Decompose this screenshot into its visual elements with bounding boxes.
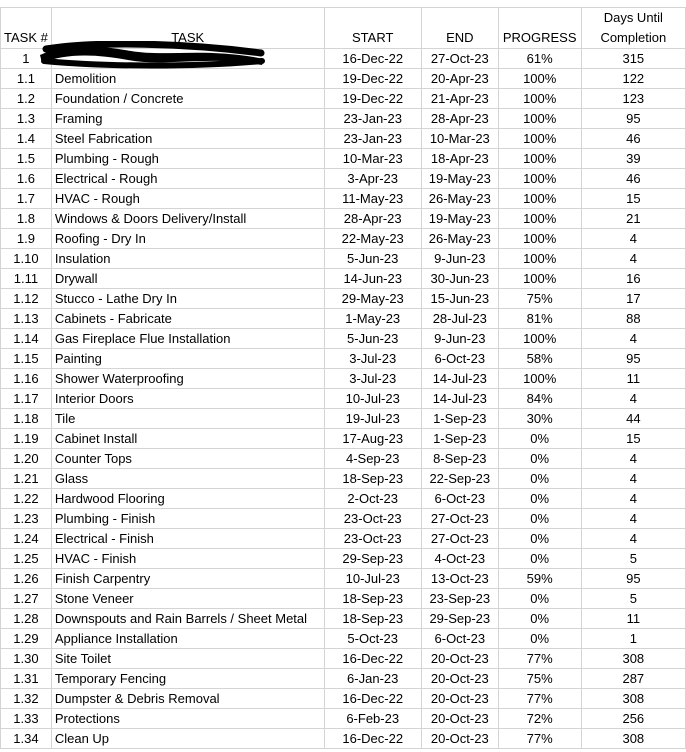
- progress-cell[interactable]: 72%: [498, 709, 581, 729]
- task-number-cell[interactable]: 1.2: [1, 89, 52, 109]
- task-name-cell[interactable]: Cabinet Install: [51, 429, 324, 449]
- end-date-cell[interactable]: 8-Sep-23: [421, 449, 498, 469]
- end-date-cell[interactable]: 6-Oct-23: [421, 629, 498, 649]
- progress-cell[interactable]: 61%: [498, 49, 581, 69]
- start-date-cell[interactable]: 16-Dec-22: [324, 649, 421, 669]
- end-date-cell[interactable]: 22-Sep-23: [421, 469, 498, 489]
- start-date-cell[interactable]: 19-Dec-22: [324, 69, 421, 89]
- progress-cell[interactable]: 100%: [498, 229, 581, 249]
- days-until-completion-cell[interactable]: 5: [581, 549, 685, 569]
- progress-cell[interactable]: 0%: [498, 469, 581, 489]
- days-until-completion-cell[interactable]: 21: [581, 209, 685, 229]
- start-date-cell[interactable]: 6-Feb-23: [324, 709, 421, 729]
- end-date-cell[interactable]: 6-Oct-23: [421, 489, 498, 509]
- header-task[interactable]: TASK: [51, 8, 324, 49]
- progress-cell[interactable]: 0%: [498, 449, 581, 469]
- task-name-cell[interactable]: Cabinets - Fabricate: [51, 309, 324, 329]
- end-date-cell[interactable]: 21-Apr-23: [421, 89, 498, 109]
- table-row: [1, 229, 686, 249]
- table-row: [1, 169, 686, 189]
- task-number-cell[interactable]: 1: [1, 49, 52, 69]
- start-date-cell[interactable]: 17-Aug-23: [324, 429, 421, 449]
- task-name-cell[interactable]: HVAC - Finish: [51, 549, 324, 569]
- start-date-cell[interactable]: 16-Dec-22: [324, 49, 421, 69]
- task-name-cell[interactable]: Glass: [51, 469, 324, 489]
- table-row: [1, 129, 686, 149]
- days-until-completion-cell[interactable]: 122: [581, 69, 685, 89]
- start-date-cell[interactable]: 5-Jun-23: [324, 249, 421, 269]
- progress-cell[interactable]: 100%: [498, 249, 581, 269]
- table-row: [1, 329, 686, 349]
- progress-cell[interactable]: 0%: [498, 529, 581, 549]
- days-until-completion-cell[interactable]: 308: [581, 649, 685, 669]
- days-until-completion-cell[interactable]: 287: [581, 669, 685, 689]
- progress-cell[interactable]: 81%: [498, 309, 581, 329]
- table-row: [1, 249, 686, 269]
- task-number-cell[interactable]: 1.24: [1, 529, 52, 549]
- end-date-cell[interactable]: 26-May-23: [421, 189, 498, 209]
- days-until-completion-cell[interactable]: 5: [581, 589, 685, 609]
- task-name-cell[interactable]: Tile: [51, 409, 324, 429]
- start-date-cell[interactable]: 4-Sep-23: [324, 449, 421, 469]
- end-date-cell[interactable]: 20-Oct-23: [421, 649, 498, 669]
- task-number-cell[interactable]: 1.13: [1, 309, 52, 329]
- days-until-completion-cell[interactable]: 39: [581, 149, 685, 169]
- task-number-cell[interactable]: 1.19: [1, 429, 52, 449]
- days-until-completion-cell[interactable]: 44: [581, 409, 685, 429]
- task-name-cell[interactable]: Insulation: [51, 249, 324, 269]
- task-name-cell[interactable]: Dumpster & Debris Removal: [51, 689, 324, 709]
- task-number-cell[interactable]: 1.15: [1, 349, 52, 369]
- table-row: [1, 729, 686, 749]
- days-until-completion-cell[interactable]: 4: [581, 509, 685, 529]
- start-date-cell[interactable]: 23-Jan-23: [324, 109, 421, 129]
- progress-cell[interactable]: 77%: [498, 729, 581, 749]
- end-date-cell[interactable]: 18-Apr-23: [421, 149, 498, 169]
- days-until-completion-cell[interactable]: 15: [581, 189, 685, 209]
- end-date-cell[interactable]: 20-Apr-23: [421, 69, 498, 89]
- days-until-completion-cell[interactable]: 16: [581, 269, 685, 289]
- task-number-cell[interactable]: 1.27: [1, 589, 52, 609]
- table-row: [1, 149, 686, 169]
- end-date-cell[interactable]: 27-Oct-23: [421, 509, 498, 529]
- progress-cell[interactable]: 0%: [498, 589, 581, 609]
- header-task-num[interactable]: TASK #: [1, 8, 52, 49]
- table-row: [1, 509, 686, 529]
- days-until-completion-cell[interactable]: 46: [581, 169, 685, 189]
- days-until-completion-cell[interactable]: 308: [581, 729, 685, 749]
- table-row: [1, 549, 686, 569]
- table-row: [1, 449, 686, 469]
- end-date-cell[interactable]: 26-May-23: [421, 229, 498, 249]
- days-until-completion-cell[interactable]: 4: [581, 529, 685, 549]
- task-number-cell[interactable]: 1.14: [1, 329, 52, 349]
- redaction-scribble: [36, 41, 270, 69]
- end-date-cell[interactable]: 27-Oct-23: [421, 529, 498, 549]
- days-until-completion-cell[interactable]: 95: [581, 349, 685, 369]
- table-row: [1, 269, 686, 289]
- progress-cell[interactable]: 100%: [498, 129, 581, 149]
- days-until-completion-cell[interactable]: 4: [581, 229, 685, 249]
- task-number-cell[interactable]: 1.25: [1, 549, 52, 569]
- start-date-cell[interactable]: 10-Mar-23: [324, 149, 421, 169]
- end-date-cell[interactable]: 28-Apr-23: [421, 109, 498, 129]
- progress-cell[interactable]: 84%: [498, 389, 581, 409]
- days-until-completion-cell[interactable]: 123: [581, 89, 685, 109]
- task-name-cell[interactable]: Painting: [51, 349, 324, 369]
- end-date-cell[interactable]: 20-Oct-23: [421, 729, 498, 749]
- task-name-cell[interactable]: Finish Carpentry: [51, 569, 324, 589]
- progress-cell[interactable]: 77%: [498, 689, 581, 709]
- task-number-cell[interactable]: 1.22: [1, 489, 52, 509]
- days-until-completion-cell[interactable]: 4: [581, 449, 685, 469]
- end-date-cell[interactable]: 20-Oct-23: [421, 669, 498, 689]
- table-row: [1, 289, 686, 309]
- task-number-cell[interactable]: 1.33: [1, 709, 52, 729]
- end-date-cell[interactable]: 19-May-23: [421, 169, 498, 189]
- task-number-cell[interactable]: 1.1: [1, 69, 52, 89]
- task-number-cell[interactable]: 1.17: [1, 389, 52, 409]
- progress-cell[interactable]: 0%: [498, 489, 581, 509]
- progress-cell[interactable]: 77%: [498, 649, 581, 669]
- start-date-cell[interactable]: 10-Jul-23: [324, 389, 421, 409]
- header-end[interactable]: END: [421, 8, 498, 49]
- end-date-cell[interactable]: 13-Oct-23: [421, 569, 498, 589]
- days-until-completion-cell[interactable]: 95: [581, 569, 685, 589]
- start-date-cell[interactable]: 29-Sep-23: [324, 549, 421, 569]
- days-until-completion-cell[interactable]: 256: [581, 709, 685, 729]
- table-row: [1, 629, 686, 649]
- task-name-cell[interactable]: Hardwood Flooring: [51, 489, 324, 509]
- task-name-cell[interactable]: Drywall: [51, 269, 324, 289]
- end-date-cell[interactable]: 19-May-23: [421, 209, 498, 229]
- task-number-cell[interactable]: 1.29: [1, 629, 52, 649]
- task-number-cell[interactable]: 1.3: [1, 109, 52, 129]
- start-date-cell[interactable]: 22-May-23: [324, 229, 421, 249]
- table-row: [1, 369, 686, 389]
- days-until-completion-cell[interactable]: 315: [581, 49, 685, 69]
- end-date-cell[interactable]: 1-Sep-23: [421, 409, 498, 429]
- task-name-cell[interactable]: Plumbing - Rough: [51, 149, 324, 169]
- start-date-cell[interactable]: 29-May-23: [324, 289, 421, 309]
- start-date-cell[interactable]: 2-Oct-23: [324, 489, 421, 509]
- start-date-cell[interactable]: 6-Jan-23: [324, 669, 421, 689]
- end-date-cell[interactable]: 20-Oct-23: [421, 689, 498, 709]
- table-row: [1, 609, 686, 629]
- table-row: [1, 529, 686, 549]
- start-date-cell[interactable]: 1-May-23: [324, 309, 421, 329]
- task-name-cell[interactable]: HVAC - Rough: [51, 189, 324, 209]
- progress-cell[interactable]: 100%: [498, 69, 581, 89]
- progress-cell[interactable]: 0%: [498, 509, 581, 529]
- task-name-cell[interactable]: Framing: [51, 109, 324, 129]
- days-until-completion-cell[interactable]: 11: [581, 369, 685, 389]
- table-row: [1, 89, 686, 109]
- table-row: [1, 349, 686, 369]
- progress-cell[interactable]: 0%: [498, 629, 581, 649]
- table-row: [1, 389, 686, 409]
- end-date-cell[interactable]: 23-Sep-23: [421, 589, 498, 609]
- days-until-completion-cell[interactable]: 11: [581, 609, 685, 629]
- task-name-cell[interactable]: Gas Fireplace Flue Installation: [51, 329, 324, 349]
- task-name-cell[interactable]: Stone Veneer: [51, 589, 324, 609]
- table-row: [1, 469, 686, 489]
- start-date-cell[interactable]: 5-Jun-23: [324, 329, 421, 349]
- start-date-cell[interactable]: 18-Sep-23: [324, 469, 421, 489]
- task-number-cell[interactable]: 1.34: [1, 729, 52, 749]
- task-number-cell[interactable]: 1.8: [1, 209, 52, 229]
- start-date-cell[interactable]: 18-Sep-23: [324, 589, 421, 609]
- start-date-cell[interactable]: 5-Oct-23: [324, 629, 421, 649]
- task-name-cell[interactable]: Electrical - Finish: [51, 529, 324, 549]
- days-until-completion-cell[interactable]: 4: [581, 329, 685, 349]
- end-date-cell[interactable]: 29-Sep-23: [421, 609, 498, 629]
- table-row: [1, 709, 686, 729]
- task-name-cell[interactable]: Appliance Installation: [51, 629, 324, 649]
- days-until-completion-cell[interactable]: 1: [581, 629, 685, 649]
- start-date-cell[interactable]: 16-Dec-22: [324, 729, 421, 749]
- task-name-cell[interactable]: Electrical - Rough: [51, 169, 324, 189]
- task-name-cell[interactable]: Site Toilet: [51, 649, 324, 669]
- table-row: [1, 589, 686, 609]
- table-row: [1, 569, 686, 589]
- task-name-cell[interactable]: Foundation / Concrete: [51, 89, 324, 109]
- task-name-cell[interactable]: Downspouts and Rain Barrels / Sheet Metal: [51, 609, 324, 629]
- table-row: [1, 429, 686, 449]
- end-date-cell[interactable]: 28-Jul-23: [421, 309, 498, 329]
- header-days-line1: Days Until: [603, 10, 663, 25]
- days-until-completion-cell[interactable]: 46: [581, 129, 685, 149]
- days-until-completion-cell[interactable]: 17: [581, 289, 685, 309]
- table-row: [1, 209, 686, 229]
- end-date-cell[interactable]: 20-Oct-23: [421, 709, 498, 729]
- start-date-cell[interactable]: 18-Sep-23: [324, 609, 421, 629]
- task-name-cell[interactable]: Roofing - Dry In: [51, 229, 324, 249]
- start-date-cell[interactable]: 3-Apr-23: [324, 169, 421, 189]
- task-name-cell[interactable]: Demolition: [51, 69, 324, 89]
- task-name-cell[interactable]: Interior Doors: [51, 389, 324, 409]
- start-date-cell[interactable]: 16-Dec-22: [324, 689, 421, 709]
- header-progress[interactable]: PROGRESS: [498, 8, 581, 49]
- end-date-cell[interactable]: 30-Jun-23: [421, 269, 498, 289]
- task-number-cell[interactable]: 1.7: [1, 189, 52, 209]
- progress-cell[interactable]: 58%: [498, 349, 581, 369]
- days-until-completion-cell[interactable]: 15: [581, 429, 685, 449]
- progress-cell[interactable]: 100%: [498, 369, 581, 389]
- progress-cell[interactable]: 0%: [498, 429, 581, 449]
- end-date-cell[interactable]: 14-Jul-23: [421, 369, 498, 389]
- start-date-cell[interactable]: 23-Oct-23: [324, 529, 421, 549]
- start-date-cell[interactable]: 3-Jul-23: [324, 369, 421, 389]
- table-row: [1, 409, 686, 429]
- task-number-cell[interactable]: 1.31: [1, 669, 52, 689]
- task-number-cell[interactable]: 1.11: [1, 269, 52, 289]
- schedule-table: [0, 7, 686, 749]
- start-date-cell[interactable]: 10-Jul-23: [324, 569, 421, 589]
- task-number-cell[interactable]: 1.28: [1, 609, 52, 629]
- end-date-cell[interactable]: 9-Jun-23: [421, 329, 498, 349]
- task-name-cell[interactable]: Shower Waterproofing: [51, 369, 324, 389]
- task-number-cell[interactable]: 1.21: [1, 469, 52, 489]
- progress-cell[interactable]: 75%: [498, 669, 581, 689]
- days-until-completion-cell[interactable]: 4: [581, 249, 685, 269]
- task-number-cell[interactable]: 1.16: [1, 369, 52, 389]
- task-number-cell[interactable]: 1.20: [1, 449, 52, 469]
- progress-cell[interactable]: 59%: [498, 569, 581, 589]
- progress-cell[interactable]: 75%: [498, 289, 581, 309]
- start-date-cell[interactable]: 19-Jul-23: [324, 409, 421, 429]
- start-date-cell[interactable]: 23-Jan-23: [324, 129, 421, 149]
- start-date-cell[interactable]: 28-Apr-23: [324, 209, 421, 229]
- task-number-cell[interactable]: 1.12: [1, 289, 52, 309]
- task-number-cell[interactable]: 1.23: [1, 509, 52, 529]
- task-name-cell[interactable]: Windows & Doors Delivery/Install: [51, 209, 324, 229]
- table-row: [1, 69, 686, 89]
- task-number-cell[interactable]: 1.9: [1, 229, 52, 249]
- progress-cell[interactable]: 100%: [498, 269, 581, 289]
- end-date-cell[interactable]: 4-Oct-23: [421, 549, 498, 569]
- table-row: [1, 649, 686, 669]
- table-row: [1, 689, 686, 709]
- task-number-cell[interactable]: 1.5: [1, 149, 52, 169]
- days-until-completion-cell[interactable]: 4: [581, 389, 685, 409]
- progress-cell[interactable]: 30%: [498, 409, 581, 429]
- table-row: [1, 489, 686, 509]
- header-days-line2: Completion: [600, 30, 667, 45]
- start-date-cell[interactable]: 11-May-23: [324, 189, 421, 209]
- end-date-cell[interactable]: 15-Jun-23: [421, 289, 498, 309]
- end-date-cell[interactable]: 14-Jul-23: [421, 389, 498, 409]
- task-number-cell[interactable]: 1.4: [1, 129, 52, 149]
- task-name-cell[interactable]: Temporary Fencing: [51, 669, 324, 689]
- task-number-cell[interactable]: 1.10: [1, 249, 52, 269]
- progress-cell[interactable]: 100%: [498, 89, 581, 109]
- start-date-cell[interactable]: 23-Oct-23: [324, 509, 421, 529]
- start-date-cell[interactable]: 14-Jun-23: [324, 269, 421, 289]
- task-name-cell[interactable]: Clean Up: [51, 729, 324, 749]
- days-until-completion-cell[interactable]: 308: [581, 689, 685, 709]
- task-name-cell[interactable]: Plumbing - Finish: [51, 509, 324, 529]
- task-name-cell[interactable]: Protections: [51, 709, 324, 729]
- days-until-completion-cell[interactable]: 4: [581, 489, 685, 509]
- start-date-cell[interactable]: 3-Jul-23: [324, 349, 421, 369]
- progress-cell[interactable]: 100%: [498, 149, 581, 169]
- table-row: [1, 309, 686, 329]
- start-date-cell[interactable]: 19-Dec-22: [324, 89, 421, 109]
- end-date-cell[interactable]: 6-Oct-23: [421, 349, 498, 369]
- end-date-cell[interactable]: 27-Oct-23: [421, 49, 498, 69]
- end-date-cell[interactable]: 1-Sep-23: [421, 429, 498, 449]
- task-number-cell[interactable]: 1.6: [1, 169, 52, 189]
- days-until-completion-cell[interactable]: 88: [581, 309, 685, 329]
- progress-cell[interactable]: 0%: [498, 549, 581, 569]
- task-number-cell[interactable]: 1.32: [1, 689, 52, 709]
- task-number-cell[interactable]: 1.18: [1, 409, 52, 429]
- end-date-cell[interactable]: 9-Jun-23: [421, 249, 498, 269]
- days-until-completion-cell[interactable]: 95: [581, 109, 685, 129]
- progress-cell[interactable]: 100%: [498, 169, 581, 189]
- task-name-cell[interactable]: Steel Fabrication: [51, 129, 324, 149]
- progress-cell[interactable]: 100%: [498, 329, 581, 349]
- header-days-until-completion[interactable]: [581, 8, 685, 49]
- table-row: [1, 669, 686, 689]
- end-date-cell[interactable]: 10-Mar-23: [421, 129, 498, 149]
- progress-cell[interactable]: 100%: [498, 189, 581, 209]
- progress-cell[interactable]: 100%: [498, 209, 581, 229]
- table-row: [1, 189, 686, 209]
- header-start[interactable]: START: [324, 8, 421, 49]
- days-until-completion-cell[interactable]: 4: [581, 469, 685, 489]
- table-row: [1, 109, 686, 129]
- task-number-cell[interactable]: 1.26: [1, 569, 52, 589]
- task-number-cell[interactable]: 1.30: [1, 649, 52, 669]
- progress-cell[interactable]: 100%: [498, 109, 581, 129]
- task-name-cell[interactable]: Counter Tops: [51, 449, 324, 469]
- task-name-cell[interactable]: Stucco - Lathe Dry In: [51, 289, 324, 309]
- progress-cell[interactable]: 0%: [498, 609, 581, 629]
